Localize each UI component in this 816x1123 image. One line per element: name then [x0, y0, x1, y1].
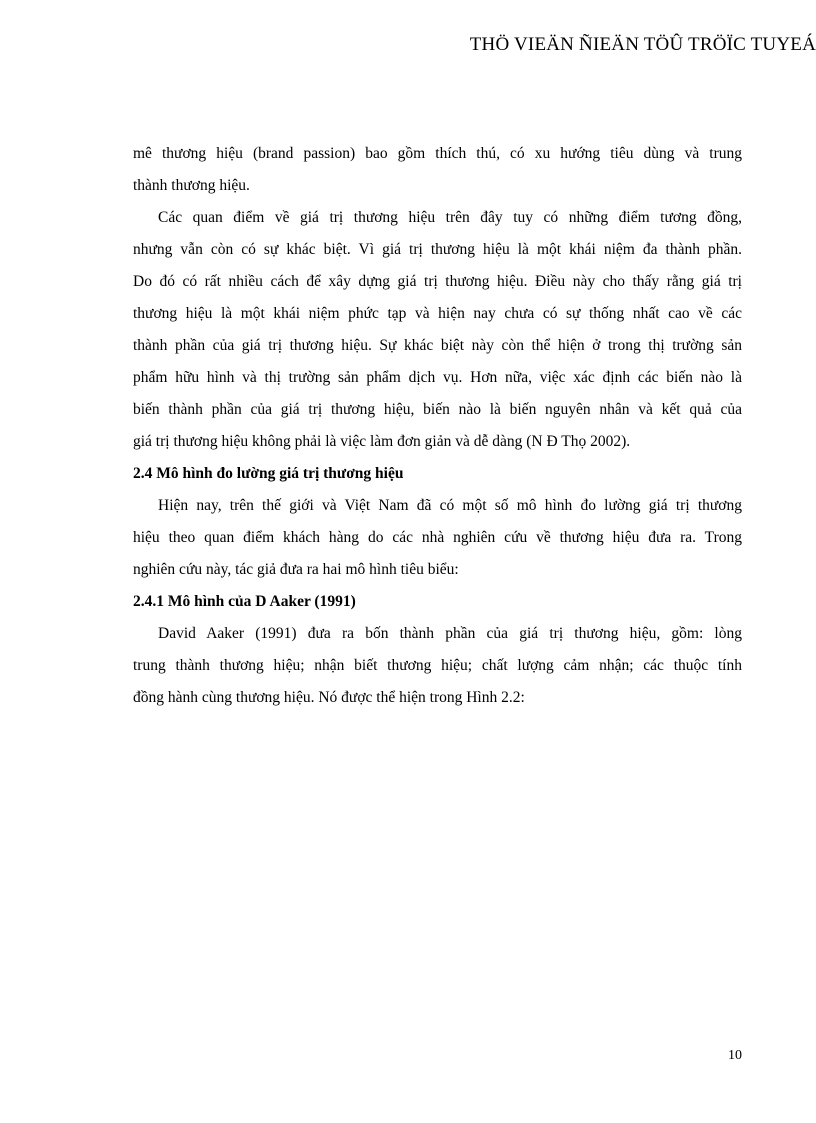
paragraph-line: mê thương hiệu (brand passion) bao gồm thích thú, có xu hướng tiêu dùng và trung [133, 145, 742, 162]
paragraph-line: David Aaker (1991) đưa ra bốn thành phần của giá trị thương hiệu, gồm: lòng [158, 625, 742, 642]
paragraph-line: thành thương hiệu. [133, 177, 250, 194]
paragraph-line: nghiên cứu này, tác giả đưa ra hai mô hình tiêu biểu: [133, 561, 459, 578]
page-body [133, 138, 742, 714]
section-heading-2-4-1: 2.4.1 Mô hình của D Aaker (1991) [133, 593, 356, 610]
paragraph-line: Do đó có rất nhiều cách để xây dựng giá trị thương hiệu. Điều này cho thấy rằng giá trị [133, 273, 742, 290]
paragraph-line: đồng hành cùng thương hiệu. Nó được thể hiện trong Hình 2.2: [133, 689, 525, 706]
section-heading-2-4: 2.4 Mô hình đo lường giá trị thương hiệu [133, 465, 404, 482]
page-number: 10 [728, 1048, 742, 1063]
paragraph-line: Các quan điểm về giá trị thương hiệu trên đây tuy có những điểm tương đồng, [158, 209, 742, 226]
paragraph-line: biến thành phần của giá trị thương hiệu, biến nào là biến nguyên nhân và kết quả của [133, 401, 742, 418]
paragraph-line: thương hiệu là một khái niệm phức tạp và hiện nay chưa có sự thống nhất cao về các [133, 305, 742, 322]
paragraph-line: thành phần của giá trị thương hiệu. Sự khác biệt này còn thể hiện ở trong thị trường sản [133, 337, 742, 354]
running-header: THÖ VIEÄN ÑIEÄN TÖÛ TRÖÏC TUYEÁ [469, 34, 816, 55]
paragraph-line: hiệu theo quan điểm khách hàng do các nhà nghiên cứu về thương hiệu đưa ra. Trong [133, 529, 742, 546]
paragraph-line: phẩm hữu hình và thị trường sản phẩm dịch vụ. Hơn nữa, việc xác định các biến nào là [133, 369, 742, 386]
paragraph-line: Hiện nay, trên thế giới và Việt Nam đã có một số mô hình đo lường giá trị thương [158, 497, 742, 514]
paragraph-line: nhưng vẫn còn có sự khác biệt. Vì giá trị thương hiệu là một khái niệm đa thành phần. [133, 241, 742, 258]
paragraph-line: giá trị thương hiệu không phải là việc làm đơn giản và dễ dàng (N Đ Thọ 2002). [133, 433, 631, 450]
paragraph-line: trung thành thương hiệu; nhận biết thương hiệu; chất lượng cảm nhận; các thuộc tính [133, 657, 742, 674]
